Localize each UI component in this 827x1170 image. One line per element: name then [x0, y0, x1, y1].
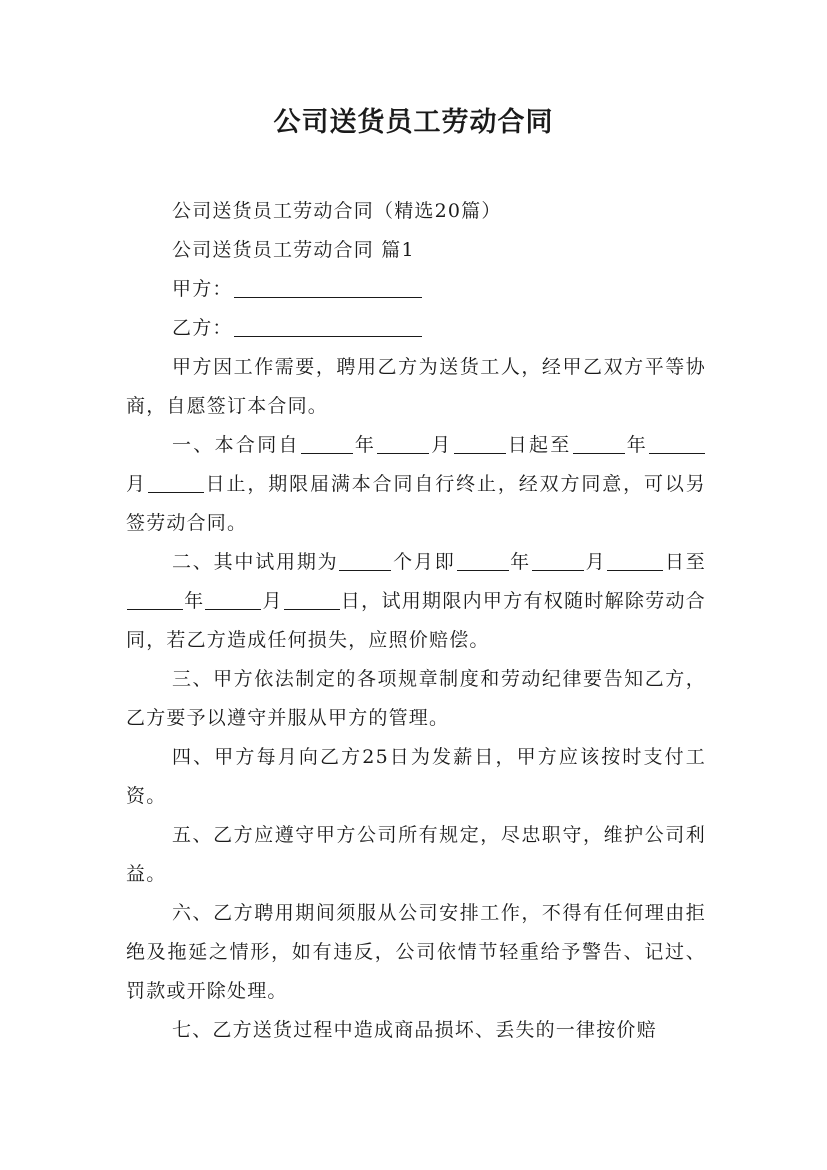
blank [205, 587, 261, 610]
blank [457, 548, 509, 571]
text-segment: 日止，期限届满本合同自行终止，经双方同意，可以另签劳动合同。 [126, 473, 706, 534]
blank [301, 431, 353, 454]
blank [127, 587, 183, 610]
document-body [126, 192, 706, 1050]
text-segment: 月 [584, 551, 607, 573]
text-segment: 二、其中试用期为 [172, 551, 339, 573]
paragraph-term [126, 426, 706, 543]
text-segment: 年 [353, 434, 377, 456]
blank [454, 431, 506, 454]
blank [377, 431, 429, 454]
blank [649, 431, 705, 454]
blank [284, 587, 340, 610]
text-segment: 年 [509, 551, 531, 573]
party-a-line [126, 270, 706, 309]
text-segment: 日起至 [506, 434, 572, 456]
party-a-blank [234, 275, 422, 298]
text-segment: 一、本合同自 [172, 434, 300, 456]
paragraph-rules: 三、甲方依法制定的各项规章制度和劳动纪律要告知乙方，乙方要予以遵守并服从甲方的管理。 [126, 668, 706, 729]
text-segment: 年 [184, 590, 205, 612]
party-b-line [126, 309, 706, 348]
paragraph-duty: 五、乙方应遵守甲方公司所有规定，尽忠职守，维护公司利益。 [126, 824, 706, 885]
document-title: 公司送货员工劳动合同 [273, 107, 554, 138]
blank [532, 548, 584, 571]
text-segment: 月 [430, 434, 453, 456]
intro-line: 公司送货员工劳动合同（精选20篇） [172, 200, 502, 222]
paragraph-payday: 四、甲方每月向乙方25日为发薪日，甲方应该按时支付工资。 [126, 746, 706, 807]
text-segment: 日，试用期限内甲方有权随时解除劳动合同，若乙方造成任何损失，应照价赔偿。 [126, 590, 707, 651]
text-segment: 日至 [664, 551, 706, 573]
paragraph-damage: 七、乙方送货过程中造成商品损坏、丢失的一律按价赔 [172, 1019, 657, 1041]
paragraph-preamble: 甲方因工作需要，聘用乙方为送货工人，经甲乙双方平等协商，自愿签订本合同。 [126, 356, 706, 417]
section-heading: 公司送货员工劳动合同 篇1 [172, 239, 415, 261]
blank [148, 470, 204, 493]
text-segment: 月 [126, 473, 147, 495]
text-segment: 月 [262, 590, 283, 612]
blank [573, 431, 625, 454]
party-a-label: 甲方： [172, 278, 233, 300]
paragraph-discipline: 六、乙方聘用期间须服从公司安排工作，不得有任何理由拒绝及拖延之情形，如有违反，公司依情节轻重给予警告、记过、罚款或开除处理。 [126, 902, 706, 1002]
party-b-label: 乙方： [172, 317, 233, 339]
text-segment: 年 [625, 434, 649, 456]
blank [339, 548, 391, 571]
blank [607, 548, 663, 571]
paragraph-probation [126, 543, 706, 660]
party-b-blank [234, 314, 422, 337]
text-segment: 个月即 [392, 551, 456, 573]
